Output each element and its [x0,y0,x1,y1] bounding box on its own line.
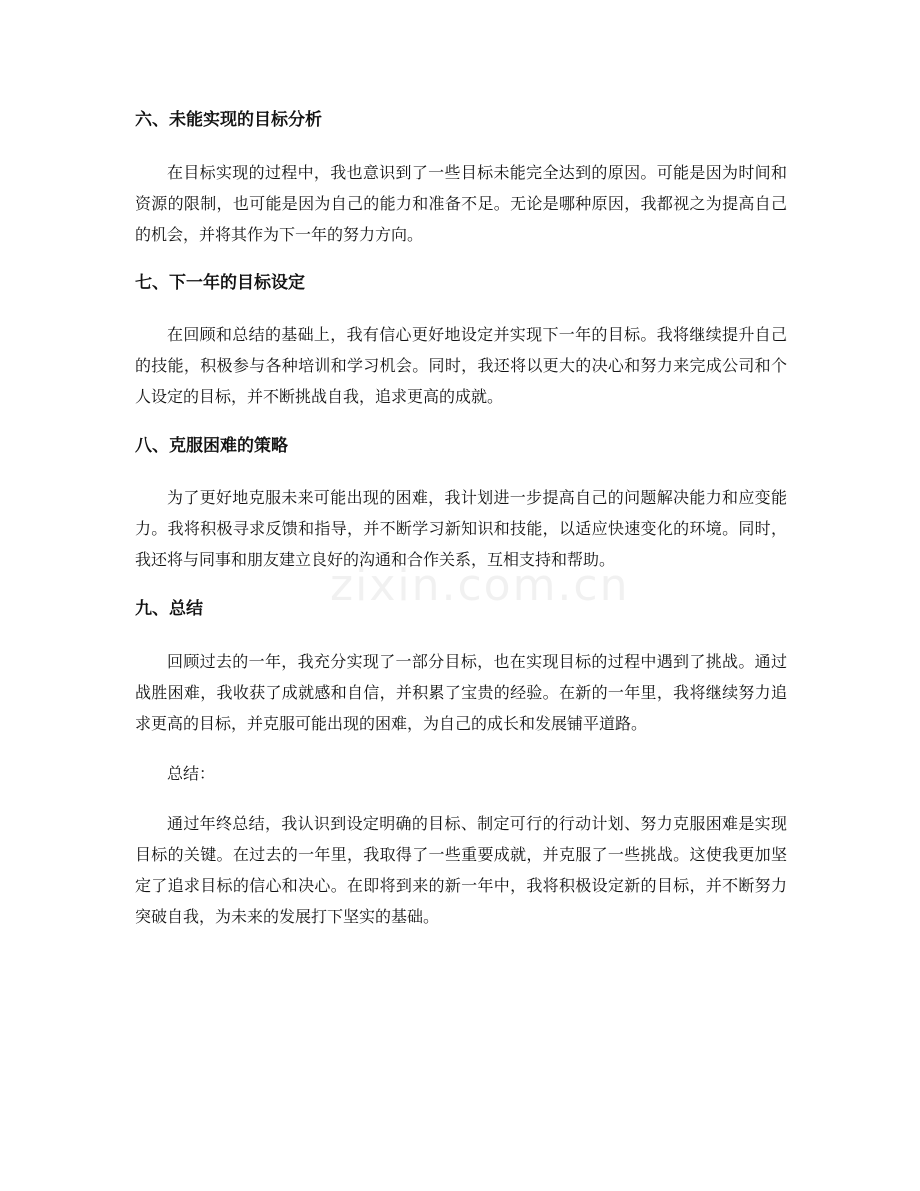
section-heading-9: 九、总结 [135,599,203,619]
section-paragraph-9: 回顾过去的一年，我充分实现了一部分目标，也在实现目标的过程中遇到了挑战。通过战胜困难，我收获了成就感和自信，并积累了宝贵的经验。在新的一年里，我将继续努力追求更高的目标，并克服可能出现的困难，为自己的成长和发展铺平道路。 [135,652,787,733]
section-heading-6: 六、未能实现的目标分析 [135,110,322,130]
watermark: zixin.com.cn [330,560,630,611]
section-heading-8: 八、克服困难的策略 [135,436,288,456]
section-paragraph-6: 在目标实现的过程中，我也意识到了一些目标未能完全达到的原因。可能是因为时间和资源的限制，也可能是因为自己的能力和准备不足。无论是哪种原因，我都视之为提高自己的机会，并将其作为下一年的努力方向。 [135,163,787,244]
summary-paragraph: 通过年终总结，我认识到设定明确的目标、制定可行的行动计划、努力克服困难是实现目标的关键。在过去的一年里，我取得了一些重要成就，并克服了一些挑战。这使我更加坚定了追求目标的信心和决心。在即将到来的新一年中，我将积极设定新的目标，并不断努力突破自我，为未来的发展打下坚实的基础。 [135,814,787,926]
section-paragraph-8: 为了更好地克服未来可能出现的困难，我计划进一步提高自己的问题解决能力和应变能力。我将积极寻求反馈和指导，并不断学习新知识和技能，以适应快速变化的环境。同时，我还将与同事和朋友建立良好的沟通和合作关系，互相支持和帮助。 [135,488,787,569]
section-heading-7: 七、下一年的目标设定 [135,273,305,293]
section-paragraph-7: 在回顾和总结的基础上，我有信心更好地设定并实现下一年的目标。我将继续提升自己的技能，积极参与各种培训和学习机会。同时，我还将以更大的决心和努力来完成公司和个人设定的目标，并不断挑战自我，追求更高的成就。 [135,325,787,406]
document-body [135,103,787,932]
summary-label: 总结： [167,764,216,783]
